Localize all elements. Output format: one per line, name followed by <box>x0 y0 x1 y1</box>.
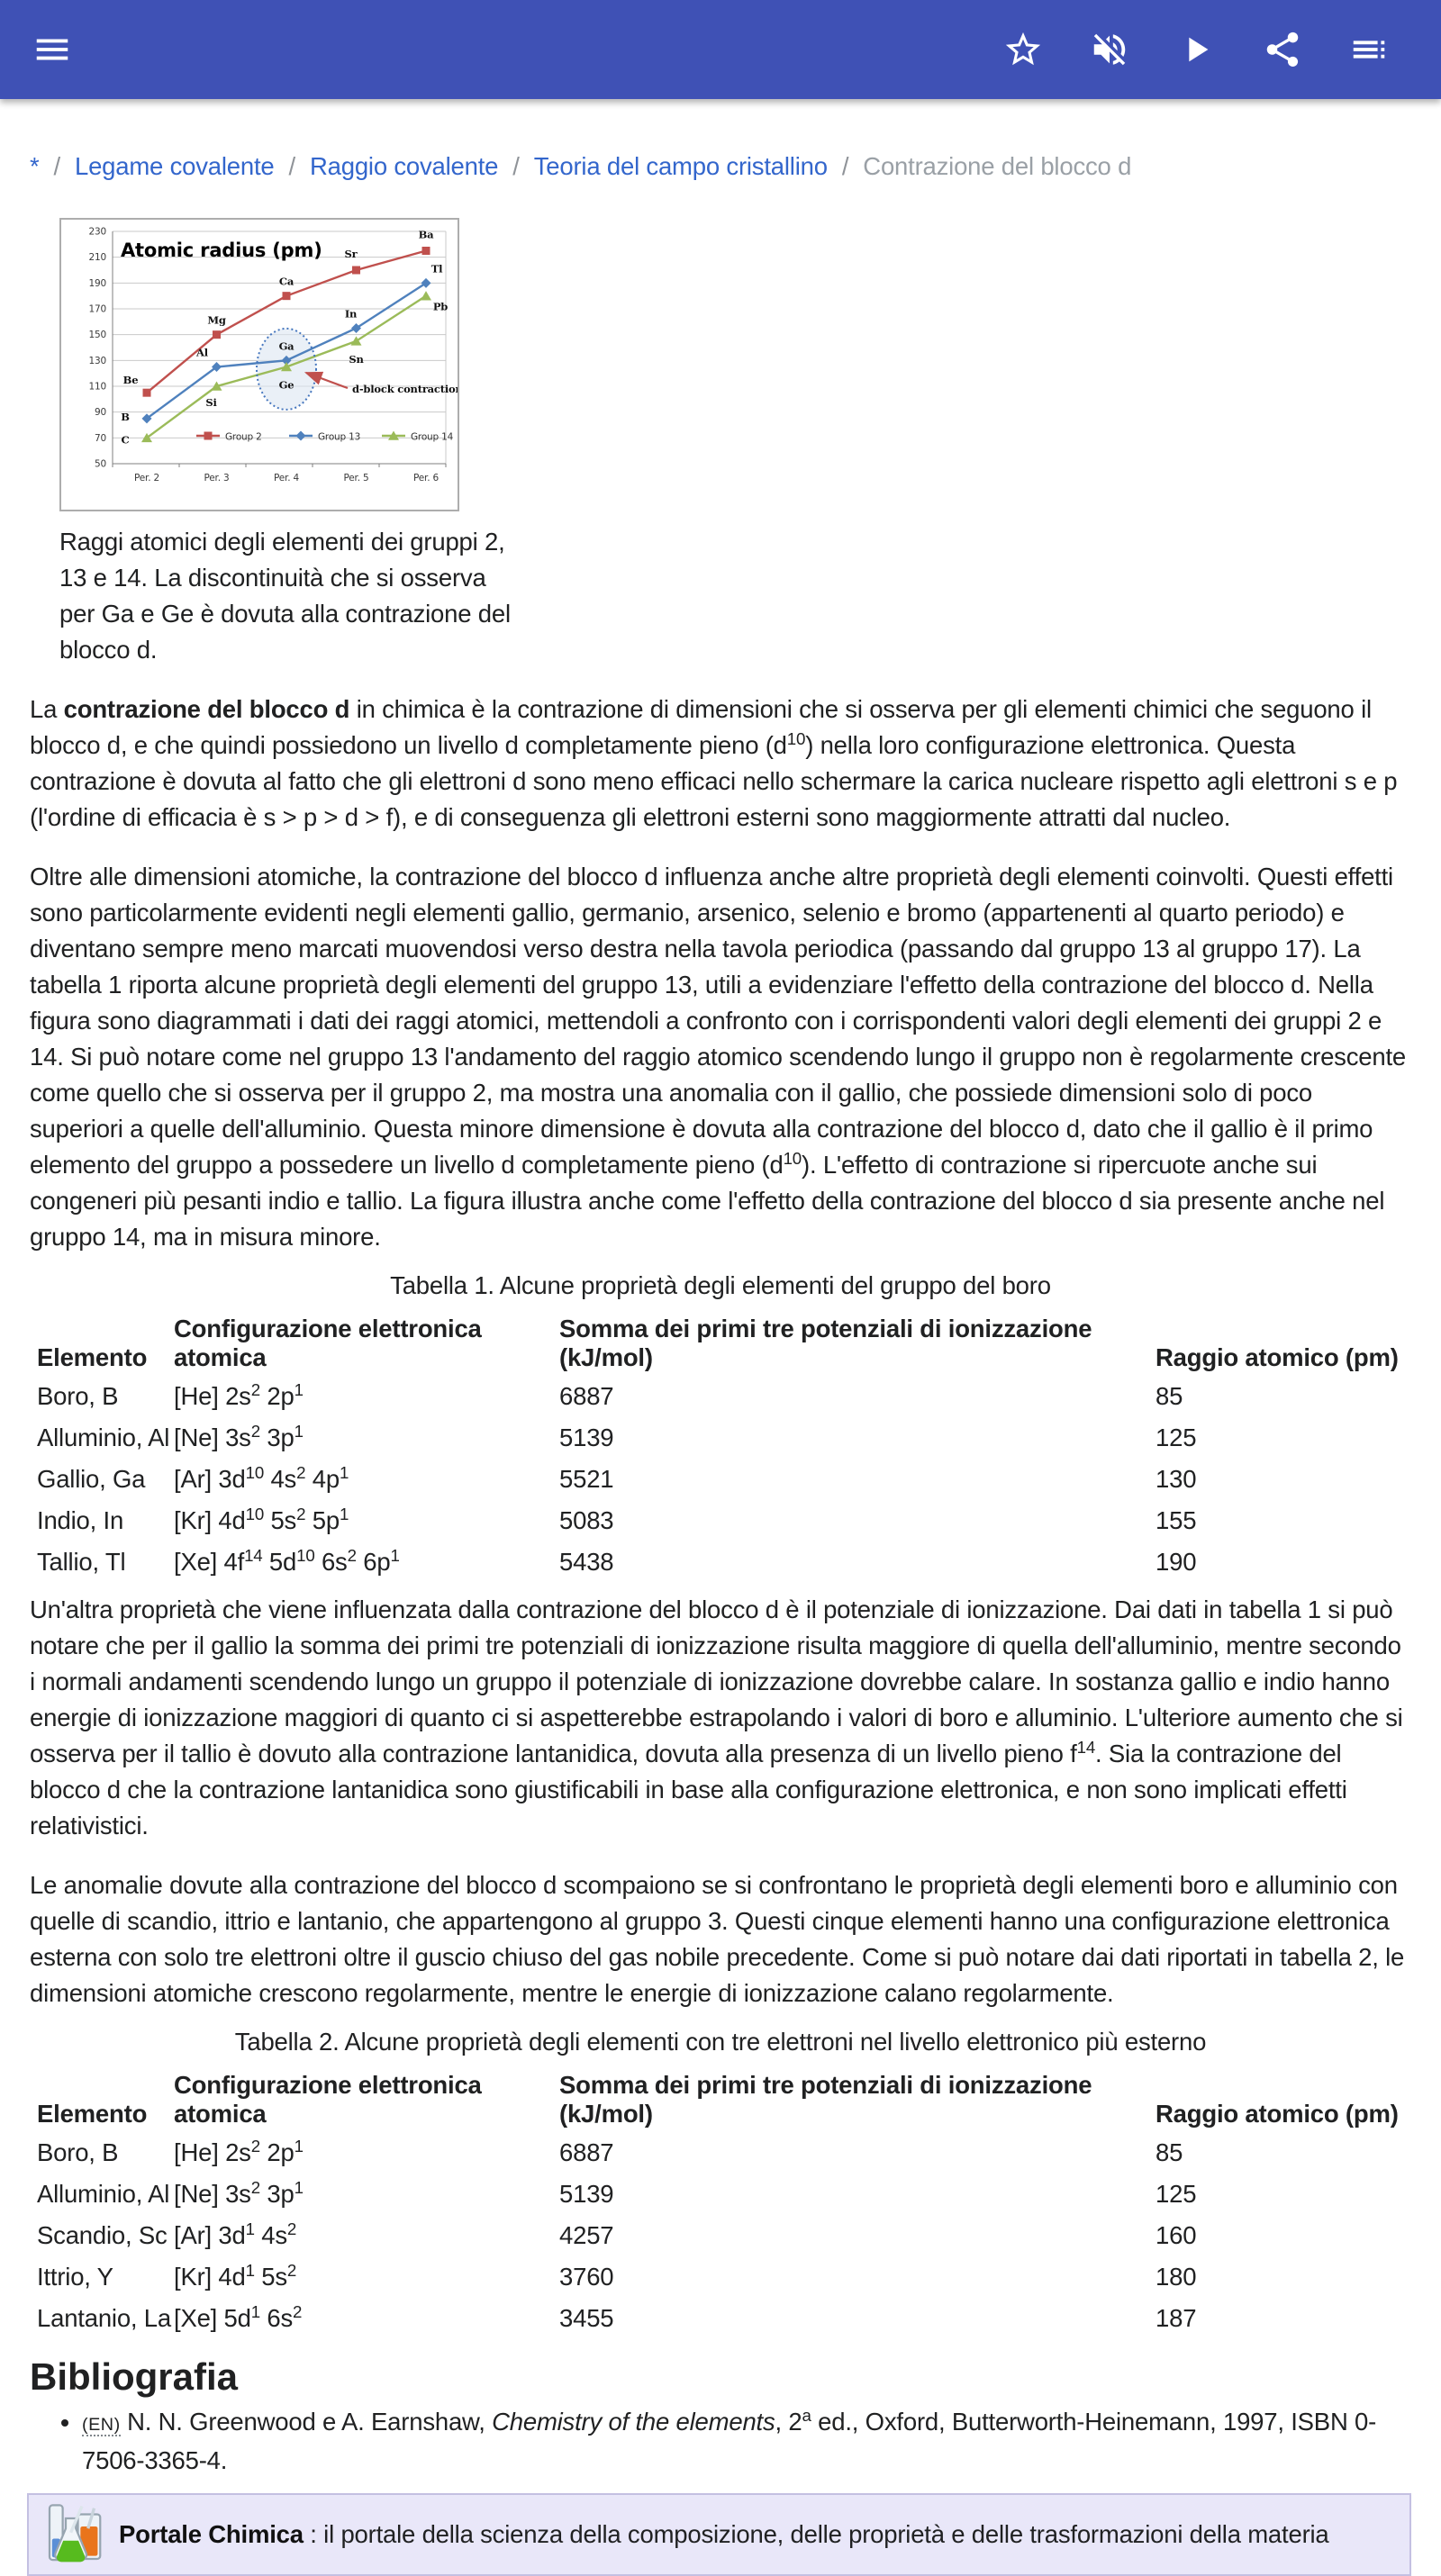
table-cell: Gallio, Ga <box>37 1465 146 1493</box>
breadcrumb-separator: / <box>288 152 295 180</box>
body-paragraph-4: Le anomalie dovute alla contrazione del blocco d scompaiono se si confrontano le proprietà degli elementi boro e alluminio con quelle di scandio, ittrio e lantanio, che appartengono al gruppo 3. Questi cinque elementi hanno una configurazione elettronica esterna con solo tre elettroni oltre il guscio chiuso del gas nobile precedente. Come si può notare dai dati riportati in tabella 2, le dimensioni atomiche crescono regolarmente, mentre le energie di ionizzazione calano regolarmente. <box>30 1871 1405 2007</box>
table-cell: 187 <box>1156 2304 1197 2332</box>
article-content <box>0 218 1441 2576</box>
table-row <box>30 2298 1411 2339</box>
breadcrumb-separator: / <box>53 152 60 180</box>
svg-text:90: 90 <box>95 407 106 419</box>
breadcrumb-link[interactable]: Legame covalente <box>74 152 275 180</box>
svg-text:Atomic radius (pm): Atomic radius (pm) <box>121 240 322 261</box>
table-row <box>30 2174 1411 2215</box>
portal-chimica-banner <box>27 2493 1411 2576</box>
svg-text:Per. 3: Per. 3 <box>204 473 230 484</box>
boron-group-properties-table <box>30 1307 1411 1583</box>
table-cell: Boro, B <box>37 1382 119 1410</box>
table-cell: 85 <box>1156 1382 1183 1410</box>
column-header: Raggio atomico (pm) <box>1156 1343 1399 1371</box>
svg-text:Group 13: Group 13 <box>318 431 361 443</box>
table-2-caption: Tabella 2. Alcune proprietà degli elementi con tre elettroni nel livello elettronico più esterno <box>234 2028 1207 2056</box>
table-cell: 3455 <box>559 2304 614 2332</box>
table-cell: 85 <box>1156 2138 1183 2166</box>
table-cell: 160 <box>1156 2221 1197 2249</box>
table-cell: Ittrio, Y <box>37 2263 113 2291</box>
table-cell: Scandio, Sc <box>37 2221 168 2249</box>
table-cell: [Xe] $5d^1$ $6s^2$ <box>174 2301 303 2332</box>
svg-text:Group 2: Group 2 <box>225 431 262 443</box>
table-header-row <box>30 1307 1411 1376</box>
bibliography-list <box>30 2404 1411 2479</box>
menu-icon <box>32 29 73 70</box>
svg-text:70: 70 <box>95 432 106 444</box>
svg-text:Ga: Ga <box>278 339 295 353</box>
table-row <box>30 1459 1411 1500</box>
svg-text:Si: Si <box>205 396 217 409</box>
table-cell: 155 <box>1156 1506 1197 1534</box>
table-1-caption: Tabella 1. Alcune proprietà degli elementi del gruppo del boro <box>390 1271 1051 1299</box>
portal-chimica-link[interactable]: Portale Chimica <box>119 2520 304 2548</box>
svg-text:Per. 5: Per. 5 <box>343 473 369 484</box>
play-icon <box>1175 29 1217 70</box>
breadcrumb-link[interactable]: * <box>30 152 40 180</box>
text-to-speech-mute-button[interactable] <box>1089 29 1130 70</box>
svg-text:Sn: Sn <box>349 352 364 366</box>
portal-description: : il portale della scienza della composizione, delle proprietà e delle trasformazioni della materia <box>303 2520 1329 2548</box>
svg-text:170: 170 <box>88 303 106 315</box>
bibliography-heading: Bibliografia <box>30 2355 239 2398</box>
svg-text:B: B <box>121 410 130 423</box>
svg-text:Per. 6: Per. 6 <box>413 473 439 484</box>
svg-text:Ba: Ba <box>418 228 434 241</box>
table-cell: 130 <box>1156 1465 1197 1493</box>
svg-text:130: 130 <box>88 355 106 366</box>
table-cell: Boro, B <box>37 2138 119 2166</box>
volume-off-icon <box>1089 29 1130 70</box>
table-cell: [Ar] $3d^{10}$ $4s^2$ $4p^1$ <box>174 1462 349 1493</box>
table-row <box>30 1376 1411 1417</box>
svg-text:C: C <box>121 433 130 447</box>
atomic-radius-chart-svg <box>61 220 458 510</box>
table-row <box>30 1417 1411 1459</box>
table-cell: 5139 <box>559 1424 614 1451</box>
column-header: Elemento <box>37 2100 148 2128</box>
table-cell: Indio, In <box>37 1506 124 1534</box>
breadcrumb-separator: / <box>512 152 520 180</box>
share-button[interactable] <box>1262 29 1303 70</box>
breadcrumb-link[interactable]: Teoria del campo cristallino <box>533 152 828 180</box>
table-cell: [Kr] $4d^1$ $5s^2$ <box>174 2260 297 2291</box>
svg-text:Ca: Ca <box>278 275 295 288</box>
table-cell: 5139 <box>559 2180 614 2208</box>
svg-text:Per. 2: Per. 2 <box>134 473 159 484</box>
play-button[interactable] <box>1175 29 1217 70</box>
svg-text:Pb: Pb <box>432 300 449 313</box>
table-cell: [He] $2s^2$ $2p^1$ <box>174 1379 304 1410</box>
table-cell: [Xe] $4f^{14}$ $5d^{10}$ $6s^2$ $6p^1$ <box>174 1545 400 1576</box>
share-icon <box>1262 29 1303 70</box>
svg-text:Mg: Mg <box>207 313 226 327</box>
body-paragraph-1: La contrazione del blocco d in chimica è la contrazione di dimensioni che si osserva per gli elementi chimici che seguono il blocco d, e che quindi possiedono un livello d completamente pieno $(d^{10})$ nella loro configurazione elettronica. Questa contrazione è dovuta al fatto che gli elettroni d sono meno efficaci nello schermare la carica nucleare rispetto agli elettroni s e p (l'ordine di efficacia è s > p > d > f), e di conseguenza gli elettroni esterni sono maggiormente attratti dal nucleo. <box>30 695 1398 831</box>
breadcrumb <box>30 151 1411 182</box>
table-cell: [Ne] $3s^2$ $3p^1$ <box>174 1421 304 1451</box>
svg-text:Group 14: Group 14 <box>411 431 454 443</box>
breadcrumb-separator: / <box>841 152 849 180</box>
table-row <box>30 1500 1411 1541</box>
svg-text:50: 50 <box>95 458 106 470</box>
column-header: Configurazione elettronica atomica <box>174 1315 482 1371</box>
column-header: Elemento <box>37 1343 148 1371</box>
table-cell: Tallio, Tl <box>37 1548 126 1576</box>
table-cell: [Ne] $3s^2$ $3p^1$ <box>174 2177 304 2208</box>
table-cell: Lantanio, La <box>37 2304 171 2332</box>
table-header-row <box>30 2064 1411 2132</box>
body-paragraph-2: Oltre alle dimensioni atomiche, la contrazione del blocco d influenza anche altre proprietà degli elementi coinvolti. Questi effetti sono particolarmente evidenti negli elementi gallio, germanio, arsenico, selenio e bromo (appartenenti al quarto periodo) e diventano sempre meno marcati muovendosi verso destra nella tavola periodica (passando dal gruppo 13 al gruppo 17). La tabella 1 riporta alcune proprietà degli elementi del gruppo 13, utili a evidenziare l'effetto della contrazione del blocco d. Nella figura sono diagrammati i dati dei raggi atomici, mettendoli a confronto con i corrispondenti valori degli elementi dei gruppi 2 e 14. Si può notare come nel gruppo 13 l'andamento del raggio atomico scendendo lungo il gruppo non è regolarmente crescente come quello che si osserva per il gruppo 2, ma mostra una anomalia con il gallio, che possiede dimensioni solo di poco superiori a quelle dell'alluminio. Questa minore dimensione è dovuta alla contrazione del blocco d, dato che il gallio è il primo elemento del gruppo a possedere un livello d completamente pieno $(d^{10})$. L'effetto di contrazione si ripercuote anche sui congeneri più pesanti indio e tallio. La figura illustra anche come l'effetto della contrazione del blocco d sia presente anche nel gruppo 14, ma in misura minore. <box>30 863 1406 1251</box>
table-cell: 6887 <box>559 2138 614 2166</box>
svg-text:Sr: Sr <box>344 248 358 260</box>
portal-text <box>119 2517 1329 2552</box>
svg-text:In: In <box>344 307 358 321</box>
svg-text:Ge: Ge <box>278 378 295 392</box>
table-cell: 3760 <box>559 2263 614 2291</box>
chemistry-flasks-icon <box>41 2502 106 2567</box>
table-cell: 180 <box>1156 2263 1197 2291</box>
table-row <box>30 1541 1411 1583</box>
table-row <box>30 2132 1411 2174</box>
table-cell: 5083 <box>559 1506 614 1534</box>
svg-text:230: 230 <box>88 226 106 238</box>
atomic-radius-figure <box>30 218 1411 668</box>
svg-text:Al: Al <box>196 346 208 359</box>
atomic-radius-chart[interactable] <box>59 218 459 511</box>
table-cell: Alluminio, Al <box>37 1424 170 1451</box>
table-cell: 5438 <box>559 1548 614 1576</box>
table-cell: [Kr] $4d^{10}$ $5s^2$ $5p^1$ <box>174 1504 349 1534</box>
star-outline-icon <box>1002 29 1044 70</box>
bibliography-entry: • (EN) N. N. Greenwood e A. Earnshaw, Chemistry of the elements, 2$^a$ ed., Oxford, Butterworth-Heinemann, 1997, ISBN 0-7506-3365-4. <box>82 2404 1411 2479</box>
table-of-contents-button[interactable] <box>1348 29 1390 70</box>
three-electron-elements-table <box>30 2064 1411 2339</box>
table-cell: 5521 <box>559 1465 614 1493</box>
table-cell: 6887 <box>559 1382 614 1410</box>
table-cell: Alluminio, Al <box>37 2180 170 2208</box>
column-header: Raggio atomico (pm) <box>1156 2100 1399 2128</box>
column-header: Configurazione elettronica atomica <box>174 2071 482 2128</box>
column-header: Somma dei primi tre potenziali di ionizzazione (kJ/mol) <box>559 1315 1092 1371</box>
breadcrumb-link[interactable]: Raggio covalente <box>309 152 499 180</box>
menu-button[interactable] <box>32 29 73 70</box>
favorite-button[interactable] <box>1002 29 1044 70</box>
app-bar <box>0 0 1441 99</box>
svg-text:Per. 4: Per. 4 <box>274 473 299 484</box>
svg-text:150: 150 <box>88 330 106 341</box>
svg-text:190: 190 <box>88 277 106 289</box>
table-cell: [Ar] $3d^1$ $4s^2$ <box>174 2219 297 2249</box>
svg-text:Tl: Tl <box>430 262 443 276</box>
svg-text:110: 110 <box>88 381 106 393</box>
body-paragraph-3: Un'altra proprietà che viene influenzata dalla contrazione del blocco d è il potenziale di ionizzazione. Dai dati in tabella 1 si può notare che per il gallio la somma dei primi tre potenziali di ionizzazione risulta maggiore di quella dell'alluminio, mentre secondo i normali andamenti scendendo lungo un gruppo il potenziale di ionizzazione dovrebbe calare. In sostanza gallio e indio hanno energie di ionizzazione maggiori di quanto ci si aspetterebbe estrapolando i valori di boro e alluminio. L'ulteriore aumento che si osserva per il tallio è dovuto alla contrazione lantanidica, dovuta alla presenza di un livello pieno $f^{14}$. Sia la contrazione del blocco d che la contrazione lantanidica sono giustificabili in base alla configurazione elettronica, e non sono implicati effetti relativistici. <box>30 1595 1403 1839</box>
table-cell: 190 <box>1156 1548 1197 1576</box>
table-cell: [He] $2s^2$ $2p^1$ <box>174 2136 304 2166</box>
table-row <box>30 2256 1411 2298</box>
table-cell: 125 <box>1156 2180 1197 2208</box>
table-cell: 4257 <box>559 2221 614 2249</box>
column-header: Somma dei primi tre potenziali di ionizzazione (kJ/mol) <box>559 2071 1092 2128</box>
table-cell: 125 <box>1156 1424 1197 1451</box>
table-row <box>30 2215 1411 2256</box>
figure-caption: Raggi atomici degli elementi dei gruppi 2, 13 e 14. La discontinuità che si osserva per Ga e Ge è dovuta alla contrazione del blocco d. <box>59 528 511 664</box>
svg-text:d-block contraction: d-block contraction <box>352 383 458 395</box>
breadcrumb-current: Contrazione del blocco d <box>863 152 1132 180</box>
toc-icon <box>1348 29 1390 70</box>
svg-text:Be: Be <box>122 374 139 387</box>
svg-text:210: 210 <box>88 252 106 264</box>
